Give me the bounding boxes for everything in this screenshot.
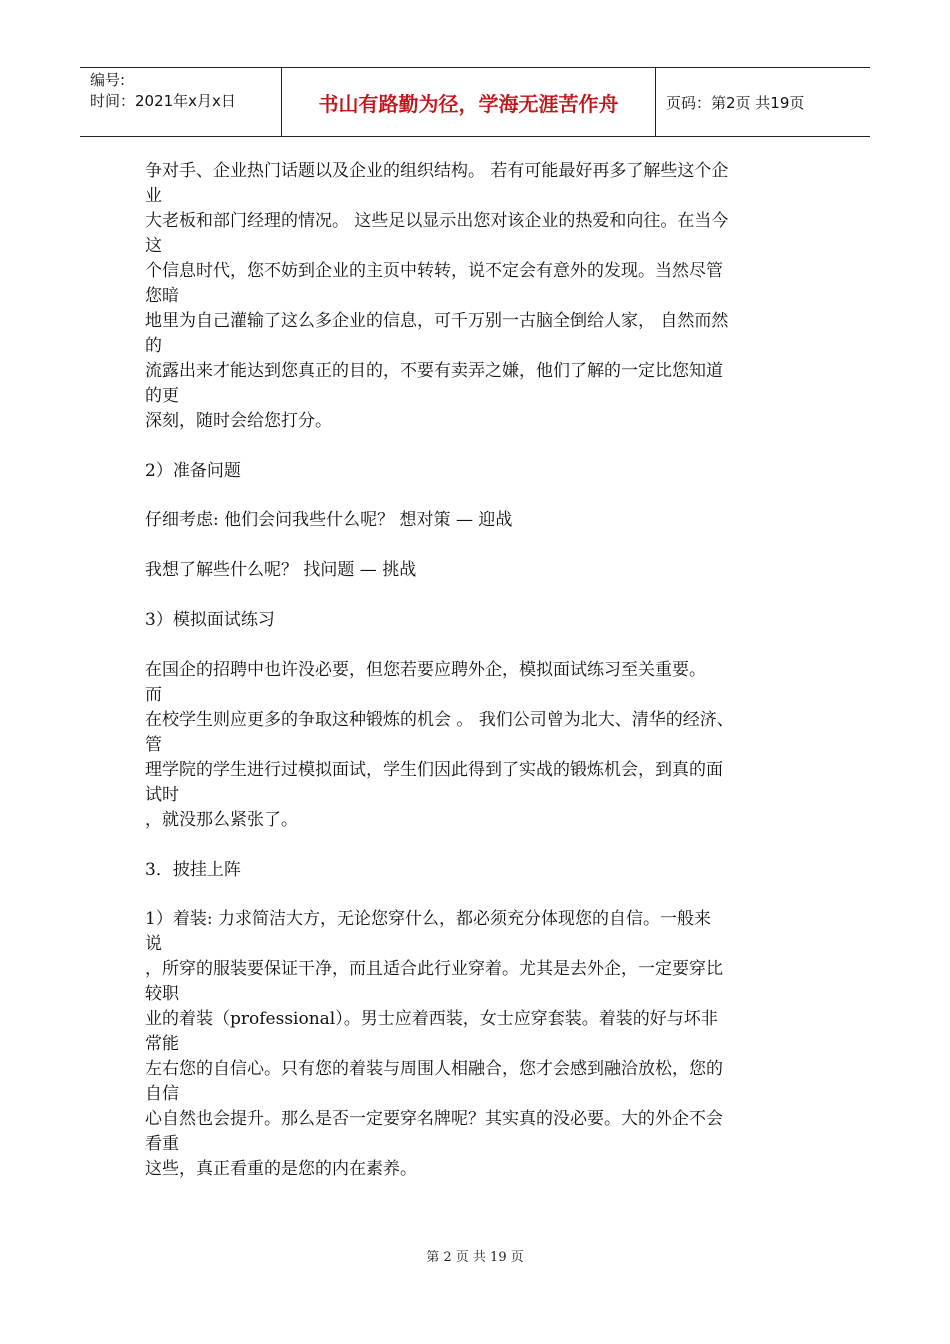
body-line: 您暗 — [145, 286, 179, 306]
body-line: 试时 — [145, 785, 179, 805]
body-line: 业 — [145, 186, 162, 206]
body-line: 个信息时代，您不妨到企业的主页中转转，说不定会有意外的发现。当然尽管 — [145, 261, 723, 281]
body-line: 管 — [145, 735, 162, 755]
body-line: 说 — [145, 934, 162, 954]
header-motto: 书山有路勤为径，学海无涯苦作舟 — [282, 68, 656, 136]
body-line: 这些，真正看重的是您的内在素养。 — [145, 1159, 417, 1179]
body-line: 而 — [145, 685, 162, 705]
section-heading: 3）模拟面试练习 — [145, 610, 275, 630]
body-line: 理学院的学生进行过模拟面试，学生们因此得到了实战的锻炼机会，到真的面 — [145, 760, 723, 780]
body-line: 流露出来才能达到您真正的目的，不要有卖弄之嫌，他们了解的一定比您知道 — [145, 361, 723, 381]
body-line: ，所穿的服装要保证干净，而且适合此行业穿着。尤其是去外企，一定要穿比 — [145, 959, 723, 979]
body-line: 大老板和部门经理的情况。 这些足以显示出您对该企业的热爱和向往。在当今 — [145, 211, 729, 231]
body-line: ，就没那么紧张了。 — [145, 810, 298, 830]
body-line: 在校学生则应更多的争取这种锻炼的机会 。 我们公司曾为北大、清华的经济、 — [145, 710, 734, 730]
page-footer: 第 2 页 共 19 页 — [426, 1250, 524, 1265]
body-line: 仔细考虑: 他们会问我些什么呢？ 想对策 — 迎战 — [145, 510, 513, 530]
header-page-number: 页码：第2页 共19页 — [666, 93, 805, 112]
document-number-label: 编号: — [90, 71, 126, 89]
body-line: 心自然也会提升。那么是否一定要穿名牌呢？其实真的没必要。大的外企不会 — [145, 1109, 723, 1129]
body-line: 看重 — [145, 1134, 179, 1154]
body-line: 的 — [145, 336, 162, 356]
body-line: 业的着装（professional）。男士应着西装，女士应穿套装。着装的好与坏非 — [145, 1009, 718, 1029]
header-meta-cell — [80, 68, 282, 136]
body-line: 较职 — [145, 984, 179, 1004]
body-line: 地里为自己灌输了这么多企业的信息，可千万别一古脑全倒给人家， 自然而然 — [145, 311, 729, 331]
body-line: 争对手、企业热门话题以及企业的组织结构。 若有可能最好再多了解些这个企 — [145, 161, 729, 181]
section-heading: 3．披挂上阵 — [145, 860, 241, 880]
body-line: 我想了解些什么呢？ 找问题 — 挑战 — [145, 560, 417, 580]
body-line: 在国企的招聘中也许没必要，但您若要应聘外企，模拟面试练习至关重要。 — [145, 660, 706, 680]
body-line: 1）着装: 力求简洁大方，无论您穿什么，都必须充分体现您的自信。一般来 — [145, 909, 711, 929]
body-line: 这 — [145, 236, 162, 256]
body-line: 常能 — [145, 1034, 179, 1054]
body-line: 的更 — [145, 386, 179, 406]
page-header-table — [80, 67, 870, 137]
document-time-label: 时间：2021年x月x日 — [90, 92, 236, 110]
body-line: 左右您的自信心。只有您的着装与周围人相融合，您才会感到融洽放松，您的 — [145, 1059, 723, 1079]
body-line: 深刻，随时会给您打分。 — [145, 411, 332, 431]
body-line: 自信 — [145, 1084, 179, 1104]
section-heading: 2）准备问题 — [145, 461, 241, 481]
